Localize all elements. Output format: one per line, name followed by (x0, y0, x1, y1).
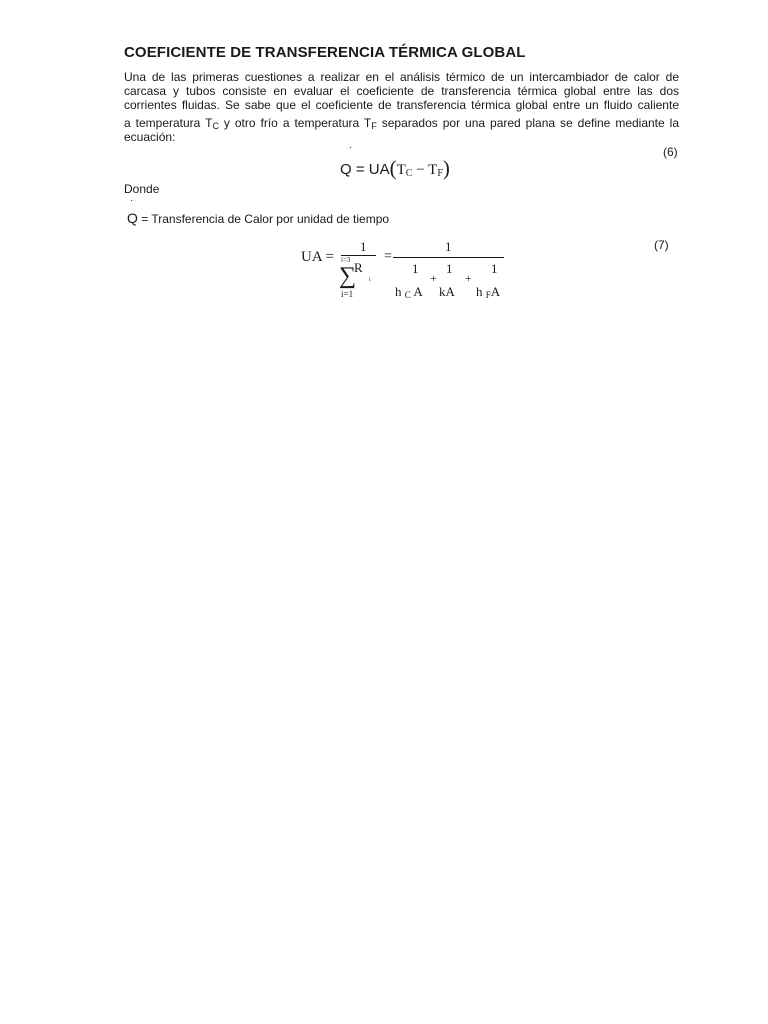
eq7-sum-upper: i=3 (341, 256, 351, 264)
eq7-lhs: UA = (301, 249, 335, 265)
eq7-sigma: ∑ (339, 263, 357, 289)
line4-text-b: y otro frío a temperatura T (218, 116, 372, 130)
qdef-text: = Transferencia de Calor por unidad de tiempo (137, 212, 390, 226)
qdef-dot: · (130, 195, 134, 206)
paragraph-line-5: ecuación: (124, 130, 176, 144)
eq6-tf: T (428, 162, 438, 178)
eq7-second-fraction-bar (393, 257, 504, 258)
eq6-number: (6) (663, 145, 678, 159)
eq6-right-paren: ) (442, 156, 450, 180)
paragraph-line-2: carcasa y tubos consiste en evaluar el coeficiente de transferencia térmica global entre las dos (124, 84, 679, 98)
eq7-r: R (354, 260, 363, 275)
donde-label: Donde (124, 182, 160, 196)
paragraph-line-4 (124, 116, 679, 130)
eq7-term1-denominator (395, 284, 423, 300)
eq7-term3-numerator: 1 (491, 261, 498, 276)
eq7-number: (7) (654, 238, 669, 252)
eq7-term3-sub: F (485, 290, 491, 300)
eq7-term3-a: A (490, 284, 501, 299)
eq6-left-paren: ( (389, 156, 397, 180)
eq7-r-sub: i (369, 277, 371, 283)
section-heading: COEFICIENTE DE TRANSFERENCIA TÉRMICA GLOBAL (124, 44, 526, 61)
eq7-term1-a: A (413, 284, 423, 299)
eq6-qdot: · (349, 142, 353, 153)
eq7-term2-numerator: 1 (446, 261, 453, 276)
eq7-plus-2: + (465, 271, 472, 285)
eq7-term3-denominator (476, 284, 500, 300)
line4-subscript-c: C (212, 121, 219, 131)
eq7-sum-lower: i=1 (341, 289, 354, 299)
line4-text-a: a temperatura T (124, 116, 213, 130)
paragraph-line-1: Una de las primeras cuestiones a realizar en el análisis térmico de un intercambiador de calor de (124, 70, 679, 84)
eq6-minus: − (412, 162, 429, 178)
eq6-tc: T (396, 162, 406, 178)
qdef-q: Q (127, 210, 138, 226)
eq7-second-numerator: 1 (445, 239, 452, 254)
eq6-lhs: Q = UA (340, 161, 390, 178)
eq7-term1-sub: C (404, 290, 411, 300)
eq7-term2-denominator: kA (439, 284, 455, 299)
eq6-tc-sub: C (405, 168, 413, 179)
line4-subscript-f: F (371, 121, 377, 131)
paragraph-line-3: corrientes fluidas. Se sabe que el coeficiente de transferencia térmica global entre un fluido caliente (124, 98, 679, 112)
eq7-term1-numerator: 1 (412, 261, 419, 276)
eq7-equals: = (384, 249, 392, 264)
eq7-plus-1: + (430, 271, 437, 285)
qdef-line (127, 211, 682, 225)
eq7-first-numerator: 1 (360, 239, 367, 254)
eq7-term1-h: h (395, 284, 402, 299)
line4-text-c: separados por una pared plana se define mediante la (376, 116, 679, 130)
eq7-term3-h: h (476, 284, 483, 299)
eq6-tf-sub: F (437, 168, 443, 179)
